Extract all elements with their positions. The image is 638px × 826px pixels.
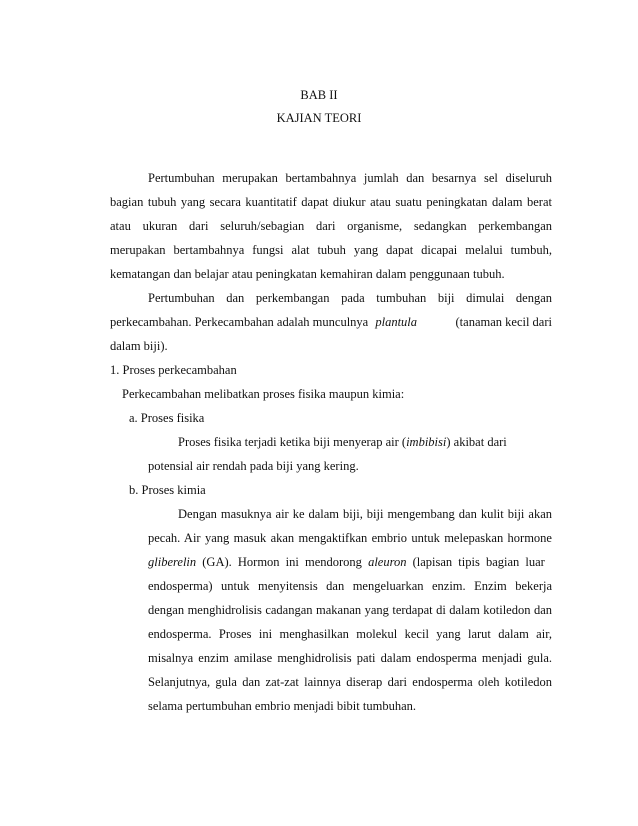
paragraph-line: merupakan bertambahnya fungsi alat tubuh yang dapat dicapai melalui tumbuh,: [110, 243, 552, 257]
text-run: ) akibat dari: [446, 435, 507, 449]
paragraph-line: dalam biji).: [110, 339, 168, 353]
paragraph-line: misalnya enzim amilase menghidrolisis pati dalam endosperma menjadi gula.: [148, 651, 552, 665]
section-intro: Perkecambahan melibatkan proses fisika maupun kimia:: [122, 387, 405, 401]
chapter-number: BAB II: [300, 88, 338, 102]
text-run: (lapisan tipis bagian luar: [412, 555, 545, 569]
italic-term: imbibisi: [406, 435, 447, 449]
chapter-title: KAJIAN TEORI: [276, 111, 362, 125]
italic-term: plantula: [375, 315, 418, 329]
paragraph-line: dengan menghidrolisis cadangan makanan yang terdapat di dalam kotiledon dan: [148, 603, 552, 617]
paragraph-line: endosperma) untuk menyitensis dan mengeluarkan enzim. Enzim bekerja: [148, 579, 552, 593]
section-heading: 1. Proses perkecambahan: [110, 363, 237, 377]
text-run: perkecambahan. Perkecambahan adalah munculnya: [110, 315, 369, 329]
paragraph-line: Pertumbuhan dan perkembangan pada tumbuhan biji dimulai dengan: [148, 291, 552, 305]
paragraph-line: bagian tubuh yang secara kuantitatif dapat diukur atau suatu peningkatan dalam berat: [110, 195, 552, 209]
subsection-heading: b. Proses kimia: [129, 483, 206, 497]
paragraph-line: pecah. Air yang masuk akan mengaktifkan embrio untuk melepaskan hormone: [148, 531, 552, 545]
paragraph-line: endosperma. Proses ini menghasilkan molekul kecil yang larut dalam air,: [148, 627, 552, 641]
paragraph-line: [178, 435, 507, 450]
text-run: (tanaman kecil dari: [455, 315, 552, 329]
paragraph-line: selama pertumbuhan embrio menjadi bibit tumbuhan.: [148, 699, 416, 713]
paragraph-line: Dengan masuknya air ke dalam biji, biji mengembang dan kulit biji akan: [178, 507, 552, 521]
paragraph-line: [110, 315, 417, 330]
italic-term: gliberelin: [148, 555, 197, 569]
italic-term: aleuron: [368, 555, 407, 569]
paragraph-line: Pertumbuhan merupakan bertambahnya jumlah dan besarnya sel diseluruh: [148, 171, 552, 185]
text-run: Proses fisika terjadi ketika biji menyerap air (: [178, 435, 407, 449]
paragraph-line: [148, 555, 545, 570]
paragraph-line: potensial air rendah pada biji yang kering.: [148, 459, 359, 473]
subsection-heading: a. Proses fisika: [129, 411, 205, 425]
text-run: (GA). Hormon ini mendorong: [202, 555, 362, 569]
paragraph-line: kematangan dan belajar atau peningkatan kemahiran dalam penggunaan tubuh.: [110, 267, 505, 281]
paragraph-line: Selanjutnya, gula dan zat-zat lainnya diserap dari endosperma oleh kotiledon: [148, 675, 552, 689]
paragraph-line: atau ukuran dari seluruh/sebagian dari organisme, sedangkan perkembangan: [110, 219, 552, 233]
